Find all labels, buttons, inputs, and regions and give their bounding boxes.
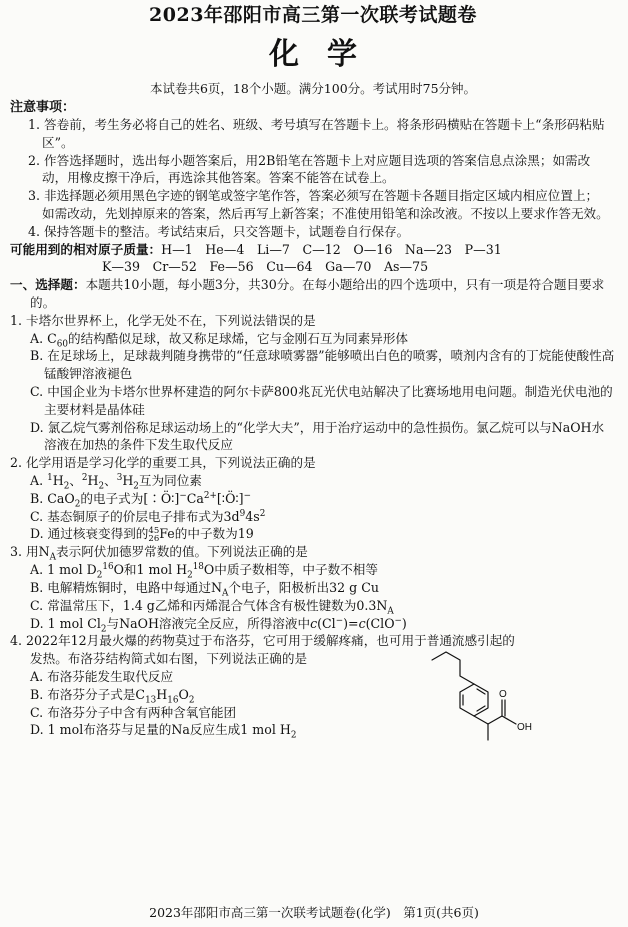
subject-title: 化学 (269, 37, 385, 72)
q3d-mid: 与NaOH溶液完全反应，所得溶液中 (106, 615, 311, 631)
section-1 (10, 276, 616, 312)
q3c-sub: A (387, 606, 394, 617)
section-1-text: 本题共10小题，每小题3分，共30分。在每小题给出的四个选项中，只有一项是符合题目要求的。 (30, 277, 605, 310)
question-4-option-c: C. 布洛芬分子中含有两种含氧官能团 (30, 704, 237, 720)
q2a-s1: 1 (47, 472, 53, 483)
q2a-n3: 2 (133, 481, 139, 492)
q2a-sep1: 、 (69, 472, 82, 488)
notice-item-3: 3. 非选择题必须用黑色字迹的钢笔或签字笔作答，答案必须写在答题卡各题目指定区域内相应位置上；如需改动，先划掉原来的答案，然后再写上新答案；不准使用铅笔和涂改液。不按以上要求作答无效。 (28, 188, 609, 221)
q2b-mid: 的电子式为 (80, 490, 144, 506)
q1a-post: 的结构酷似足球，故又称足球烯，它与金刚石互为同素异形体 (67, 330, 408, 346)
q4d-pre: D. 1 mol布洛芬与足量的Na反应生成1 mol H (30, 722, 291, 738)
q3-stem-pre: 3. 用N (10, 544, 50, 560)
q3-stem-post: 表示阿伏加德罗常数的值。下列说法正确的是 (56, 544, 308, 560)
q2b-sup2: 2+ (203, 490, 217, 501)
question-4-stem-line1: 4. 2022年12月最火爆的药物莫过于布洛芬，它可用于缓解疼痛，也可用于普通流感引起的 (10, 633, 515, 649)
q2a-h1: H (52, 472, 64, 488)
q4b-s2: 16 (167, 695, 179, 706)
q2b-sub: 2 (74, 499, 81, 510)
q3d-sup1: − (335, 615, 344, 626)
q2d-el: Fe (159, 526, 175, 542)
q3d-sup2: − (394, 615, 402, 626)
ibuprofen-structure (426, 648, 584, 764)
q2c-mid: 4s (245, 508, 260, 524)
question-3-option-d (10, 615, 616, 633)
question-4-option-a: A. 布洛芬能发生取代反应 (30, 668, 174, 684)
q2c-pre: C. 基态铜原子的价层电子排布式为3d (30, 508, 240, 524)
atomic-masses (10, 241, 616, 277)
question-1-option-b: B. 在足球场上，足球裁判随身携带的“任意球喷雾器”能够喷出白色的喷雾，喷剂内含有的丁烷能使酸性高锰酸钾溶液褪色 (30, 348, 615, 382)
q3a-sup1: 16 (102, 561, 114, 572)
q3a-post: O中质子数相等，中子数不相等 (203, 562, 378, 578)
question-1-option-a (10, 330, 616, 348)
q2b-sup1: − (179, 490, 187, 501)
question-4-body (10, 650, 616, 739)
q3b-post: 个电子，阳极析出32 g Cu (228, 579, 379, 595)
atomic-masses-line1: H—1 He—4 Li—7 C—12 O—16 Na—23 P—31 (161, 241, 502, 257)
q3-stem-sub: A (49, 552, 57, 563)
question-2-option-d (10, 525, 616, 543)
q3d-end: ) (401, 615, 407, 631)
q4d-sub: 2 (290, 730, 297, 741)
notice-heading: 注意事项： (10, 100, 76, 115)
q4b-pre: B. 布洛芬分子式是C (30, 686, 146, 702)
q4b-s1: 13 (145, 695, 157, 706)
q2b-formula2: [∶Ö∶] (216, 490, 244, 506)
q3d-c2: c (358, 615, 366, 631)
notice-item-1: 1. 答卷前，考生务必将自己的姓名、班级、考号填写在答题卡上。将条形码横贴在答题卡上“条形码粘贴区”。 (28, 117, 605, 150)
question-2-option-b (10, 490, 616, 508)
q3a-sub2: 2 (187, 570, 193, 581)
q3a-pre: A. 1 mol D (30, 562, 97, 578)
q3d-ion2: (ClO (365, 615, 395, 631)
q3d-ion1: (Cl (317, 615, 336, 631)
q2a-pre: A. (30, 472, 48, 488)
q2a-post: 互为同位素 (138, 472, 202, 488)
question-4-stem-line2: 发热。布洛芬结构简式如右图，下列说法正确的是 (30, 651, 308, 667)
q1a-pre: A. C (30, 330, 57, 346)
structure-oh-label: OH (517, 722, 532, 734)
q3d-sub: 2 (100, 624, 107, 635)
atomic-masses-label: 可能用到的相对原子质量： (10, 241, 162, 257)
q3a-sub: 2 (96, 570, 103, 581)
q3a-mid: O和1 mol H (113, 562, 188, 578)
q2b-ca: Ca (186, 490, 204, 506)
q2a-n2: 2 (98, 481, 105, 492)
q3d-pre: D. 1 mol Cl (30, 615, 101, 631)
q2d-pre: D. 通过核衰变得到的 (30, 526, 149, 542)
exam-intro: 本试卷共6页，18个小题。满分100分。考试用时75分钟。 (149, 81, 477, 96)
q2b-formula1: [∶Ö∶] (143, 490, 180, 506)
q4b-h: H (156, 686, 168, 702)
q4b-s3: 2 (188, 695, 195, 706)
q2a-s2: 2 (81, 472, 88, 483)
notice-item-4: 4. 保持答题卡的整洁。考试结束后，只交答题卡，试题卷自行保存。 (28, 223, 410, 239)
q4b-o: O (178, 686, 189, 702)
q3a-sup2: 18 (192, 561, 204, 572)
question-1-stem: 1. 卡塔尔世界杯上，化学无处不在，下列说法错误的是 (10, 312, 316, 328)
question-1-option-c: C. 中国企业为卡塔尔世界杯建造的阿尔卡萨800兆瓦光伏电站解决了比赛场地用电问题。制造光伏电池的主要材料是晶体硅 (30, 383, 613, 417)
q2a-h3: H (122, 472, 134, 488)
question-3-option-c (10, 597, 616, 615)
question-3-option-b (10, 579, 616, 597)
q2b-pre: B. CaO (30, 490, 75, 506)
q2c-sup2: 2 (259, 508, 266, 519)
q2a-s3: 3 (116, 472, 123, 483)
q1a-sub: 60 (56, 339, 68, 350)
question-3-stem (10, 543, 616, 561)
q3d-c1: c (310, 615, 318, 631)
question-1-option-d: D. 氯乙烷气雾剂俗称足球运动场上的“化学大夫”，用于治疗运动中的急性损伤。氯乙烷可以与NaOH水溶液在加热的条件下发生取代反应 (30, 419, 605, 453)
exam-title: 2023年邵阳市高三第一次联考试题卷 (149, 4, 477, 26)
question-2-option-a (10, 472, 616, 490)
atomic-masses-line2: K—39 Cr—52 Fe—56 Cu—64 Ga—70 As—75 (102, 259, 429, 275)
q2d-mass: 45 (148, 526, 160, 537)
q2d-z: 26 (148, 534, 160, 545)
q2a-n1: 2 (63, 481, 70, 492)
q2d-post: 的中子数为19 (174, 526, 254, 542)
q3c-pre: C. 常温常压下，1.4 g乙烯和丙烯混合气体含有极性键数为0.3N (30, 597, 388, 613)
section-1-heading: 一、选择题： (10, 277, 86, 293)
q3d-eq: )= (343, 615, 359, 631)
q2a-sep2: 、 (104, 472, 117, 488)
q3b-pre: B. 电解精炼铜时，电路中每通过N (30, 579, 222, 595)
notice-item-2: 2. 作答选择题时，选出每小题答案后，用2B铅笔在答题卡上对应题目选项的答案信息点涂黑；如需改动，用橡皮擦干净后，再选涂其他答案。答案不能答在试卷上。 (28, 152, 591, 186)
q3b-sub: A (222, 588, 229, 599)
q2a-h2: H (87, 472, 99, 488)
question-2-option-c (10, 508, 616, 526)
q2b-sup3: − (243, 490, 251, 501)
question-3-option-a (10, 561, 616, 579)
q2c-sup1: 9 (239, 508, 246, 519)
structure-o-label: O (499, 689, 507, 701)
page-footer: 2023年邵阳市高三第一次联考试题卷(化学) 第1页(共6页) (149, 905, 479, 920)
question-2-stem: 2. 化学用语是学习化学的重要工具，下列说法正确的是 (10, 455, 316, 471)
